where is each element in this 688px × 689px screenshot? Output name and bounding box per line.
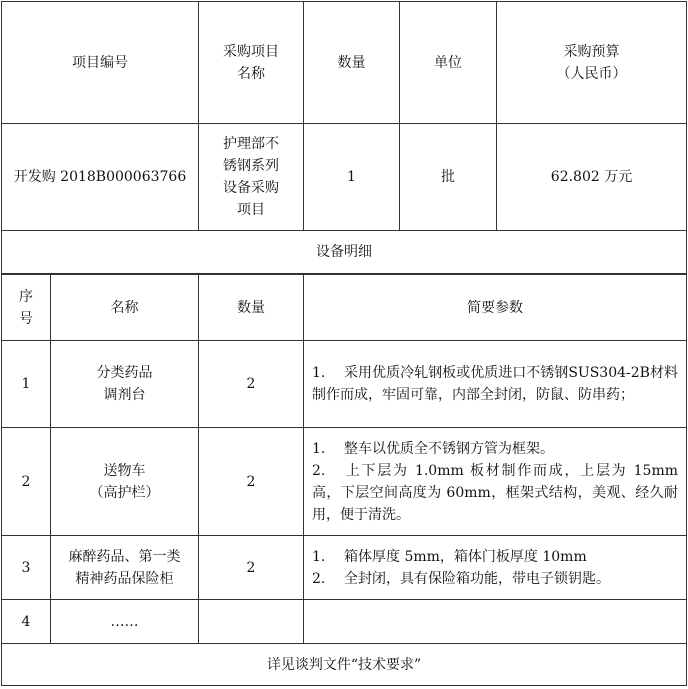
row-index: 4 xyxy=(2,600,51,644)
param-line: 1. 整车以优质全不锈钢方管为框架。 xyxy=(312,440,554,457)
row-name: 麻醉药品、第一类 精神药品保险柜 xyxy=(51,536,199,600)
row-index: 3 xyxy=(2,536,51,600)
row-params xyxy=(304,341,687,428)
row-params xyxy=(304,600,687,644)
summary-header-row xyxy=(2,2,687,124)
detail-header-row xyxy=(2,275,687,341)
row-quantity: 2 xyxy=(199,428,304,536)
row-quantity xyxy=(199,600,304,644)
table-row xyxy=(2,600,687,644)
project-summary-table xyxy=(1,1,687,274)
param-line: 1. 箱体厚度 5mm，箱体门板厚度 10mm xyxy=(312,548,587,565)
cell-quantity: 1 xyxy=(304,124,400,231)
equipment-detail-table xyxy=(1,274,687,686)
table-row xyxy=(2,536,687,600)
param-line: 2. 上下层为 1.0mm 板材制作而成，上层为 15mm 高，下层空间高度为 60mm，框架式结构，美观、经久耐用，便于清洗。 xyxy=(312,462,678,523)
row-index: 1 xyxy=(2,341,51,428)
header-project-name: 采购项目 名称 xyxy=(199,2,304,124)
section-title-row xyxy=(2,231,687,274)
row-name: …… xyxy=(51,600,199,644)
header-index: 序 号 xyxy=(2,275,51,341)
footer-row xyxy=(2,644,687,686)
header-project-no: 项目编号 xyxy=(2,2,199,124)
param-line: 1. 采用优质冷轧钢板或优质进口不锈钢SUS304-2B材料制作而成，牢固可靠，内部全封闭，防鼠、防串药； xyxy=(312,365,678,403)
row-quantity: 2 xyxy=(199,341,304,428)
cell-project-name: 护理部不 锈钢系列 设备采购 项目 xyxy=(199,124,304,231)
header-unit: 单位 xyxy=(400,2,497,124)
cell-budget: 62.802 万元 xyxy=(497,124,687,231)
param-line: 2. 全封闭，具有保险箱功能，带电子锁钥匙。 xyxy=(312,570,610,587)
section-title: 设备明细 xyxy=(2,231,687,274)
row-quantity: 2 xyxy=(199,536,304,600)
row-name: 分类药品 调剂台 xyxy=(51,341,199,428)
cell-project-no: 开发购 2018B000063766 xyxy=(2,124,199,231)
summary-data-row xyxy=(2,124,687,231)
header-budget: 采购预算 （人民币） xyxy=(497,2,687,124)
footer-note: 详见谈判文件“技术要求” xyxy=(2,644,687,686)
row-name: 送物车 （高护栏） xyxy=(51,428,199,536)
header-quantity: 数量 xyxy=(304,2,400,124)
row-params xyxy=(304,536,687,600)
cell-unit: 批 xyxy=(400,124,497,231)
header-params: 简要参数 xyxy=(304,275,687,341)
header-detail-quantity: 数量 xyxy=(199,275,304,341)
table-row xyxy=(2,341,687,428)
header-name: 名称 xyxy=(51,275,199,341)
table-row xyxy=(2,428,687,536)
row-params xyxy=(304,428,687,536)
row-index: 2 xyxy=(2,428,51,536)
